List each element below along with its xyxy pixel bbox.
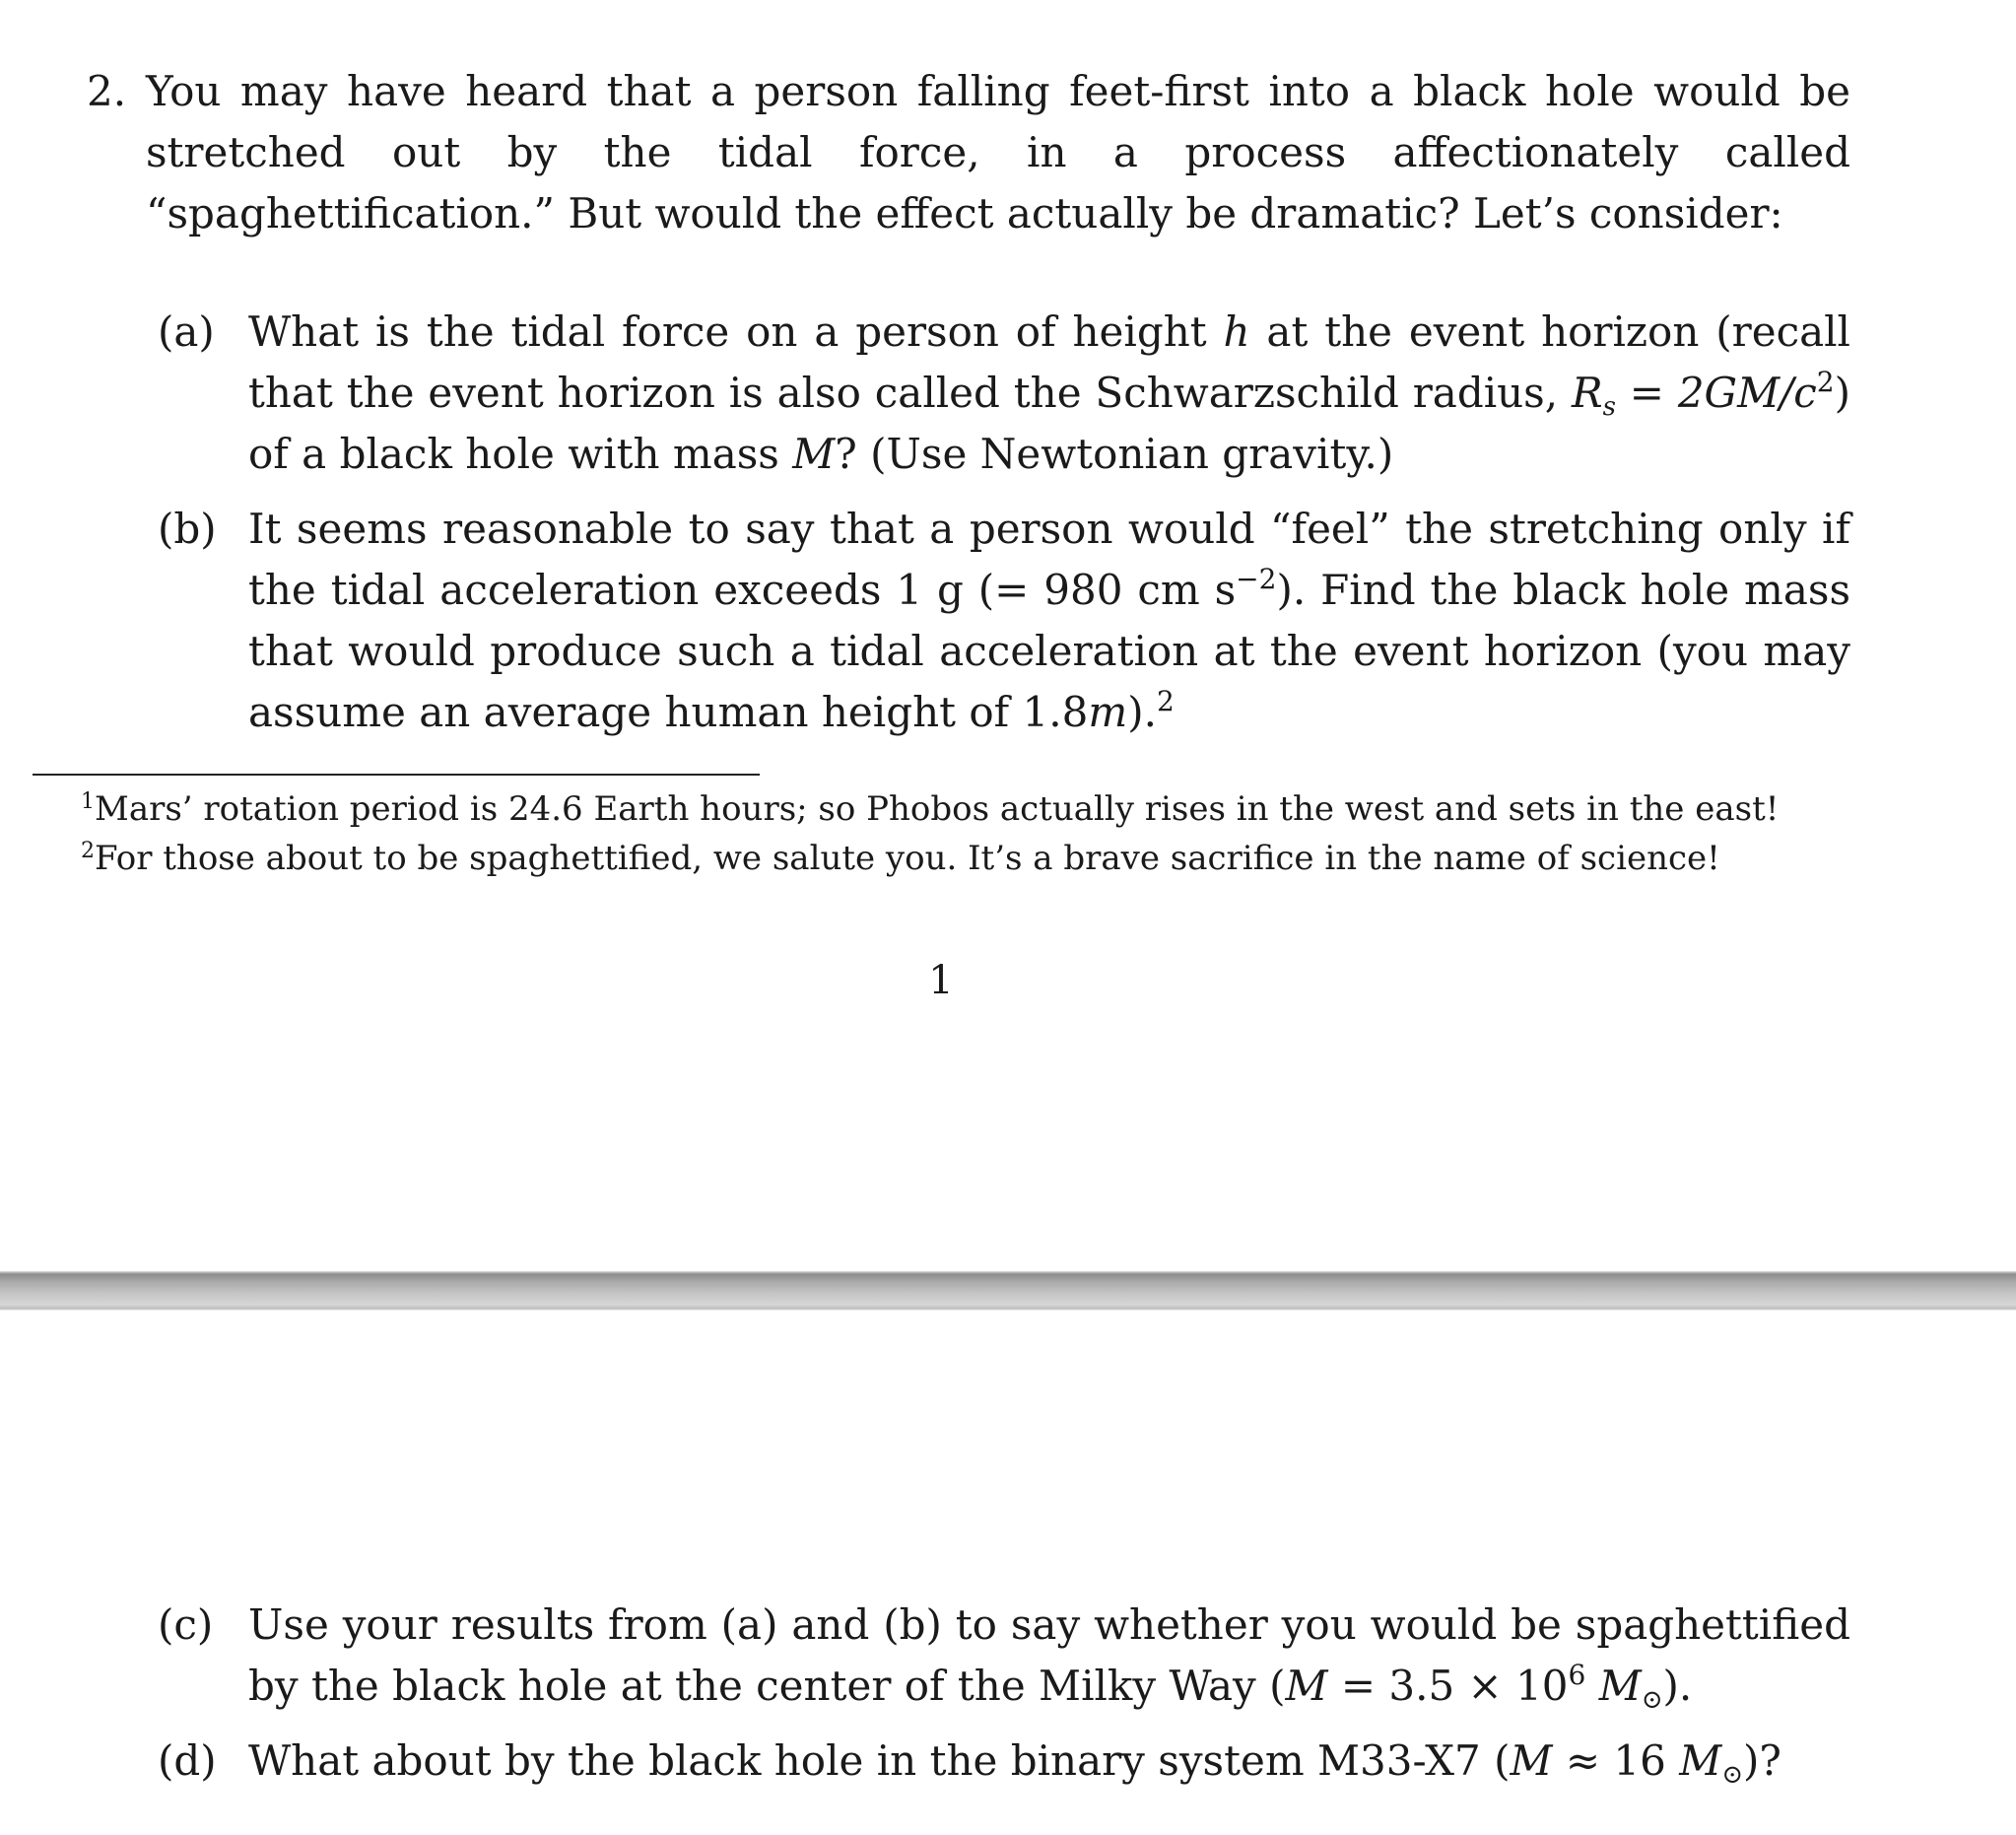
part-d <box>158 1731 1850 1792</box>
page-2 <box>0 1311 2016 1835</box>
problem-2 <box>87 61 1850 244</box>
footnotes <box>81 784 1953 883</box>
part-b-text: It seems reasonable to say that a person would “feel” the stretching only if the tidal acceleration exceeds 1 g (= 980 cm $s^{-2}$). Find the black hole mass that would produce such a tidal acceleration at the event horizon (you may assume an average human height of 1.8m).$^2$ <box>248 505 1850 736</box>
page-number: 1 <box>928 958 954 1003</box>
footnote-ref-2[interactable]: 2 <box>1156 685 1175 717</box>
parts-list-page-2 <box>158 1595 1850 1805</box>
part-d-label: (d) <box>158 1736 217 1785</box>
footnote-1: $^1$Mars’ rotation period is 24.6 Earth hours; so Phobos actually rises in the west and sets in the east! <box>81 789 1780 829</box>
page-separator <box>0 1271 2016 1311</box>
var-M: M <box>1510 1736 1553 1785</box>
unit-m: m <box>1088 688 1128 736</box>
footnote-2: $^2$For those about to be spaghettified, we salute you. It’s a brave sacrifice in the name of science! <box>81 839 1720 878</box>
part-c-label: (c) <box>158 1600 214 1649</box>
part-b-label: (b) <box>158 505 217 553</box>
var-M: M <box>792 430 836 478</box>
var-h: h <box>1223 307 1250 356</box>
part-a-text: What is the tidal force on a person of height h at the event horizon (recall that the event horizon is also called the Schwarzschild radius, $R_s = 2GM/c^2$) of a black hole with mass M? (Use Newtonian gravity.) <box>248 307 1850 478</box>
part-d-text: What about by the black hole in the binary system M33-X7 (M ≈ 16 $M_⊙$)? <box>248 1736 1781 1790</box>
solar-mass-symbol: M <box>1598 1662 1642 1710</box>
parts-list-page-1 <box>158 302 1850 757</box>
part-b <box>158 499 1850 743</box>
part-c <box>158 1595 1850 1717</box>
schwarzschild-radius-symbol: R <box>1571 369 1603 417</box>
part-c-text: Use your results from (a) and (b) to say whether you would be spaghettified by the black hole at the center of the Milky Way ($M = 3.5 \times 10^6$ $M_⊙$). <box>248 1600 1850 1715</box>
var-M: M <box>1285 1662 1328 1710</box>
problem-number: 2. <box>87 67 127 115</box>
problem-intro: You may have heard that a person falling feet-first into a black hole would be stretched out by the tidal force, in a process affectionately called “spaghettification.” But would the effect actually be dramatic? Let’s consider: <box>146 67 1850 238</box>
solar-mass-symbol: M <box>1679 1736 1722 1785</box>
part-a <box>158 302 1850 485</box>
part-a-label: (a) <box>158 307 215 356</box>
schwarzschild-formula: = 2GM/c <box>1615 369 1817 417</box>
footnote-rule <box>33 774 760 776</box>
